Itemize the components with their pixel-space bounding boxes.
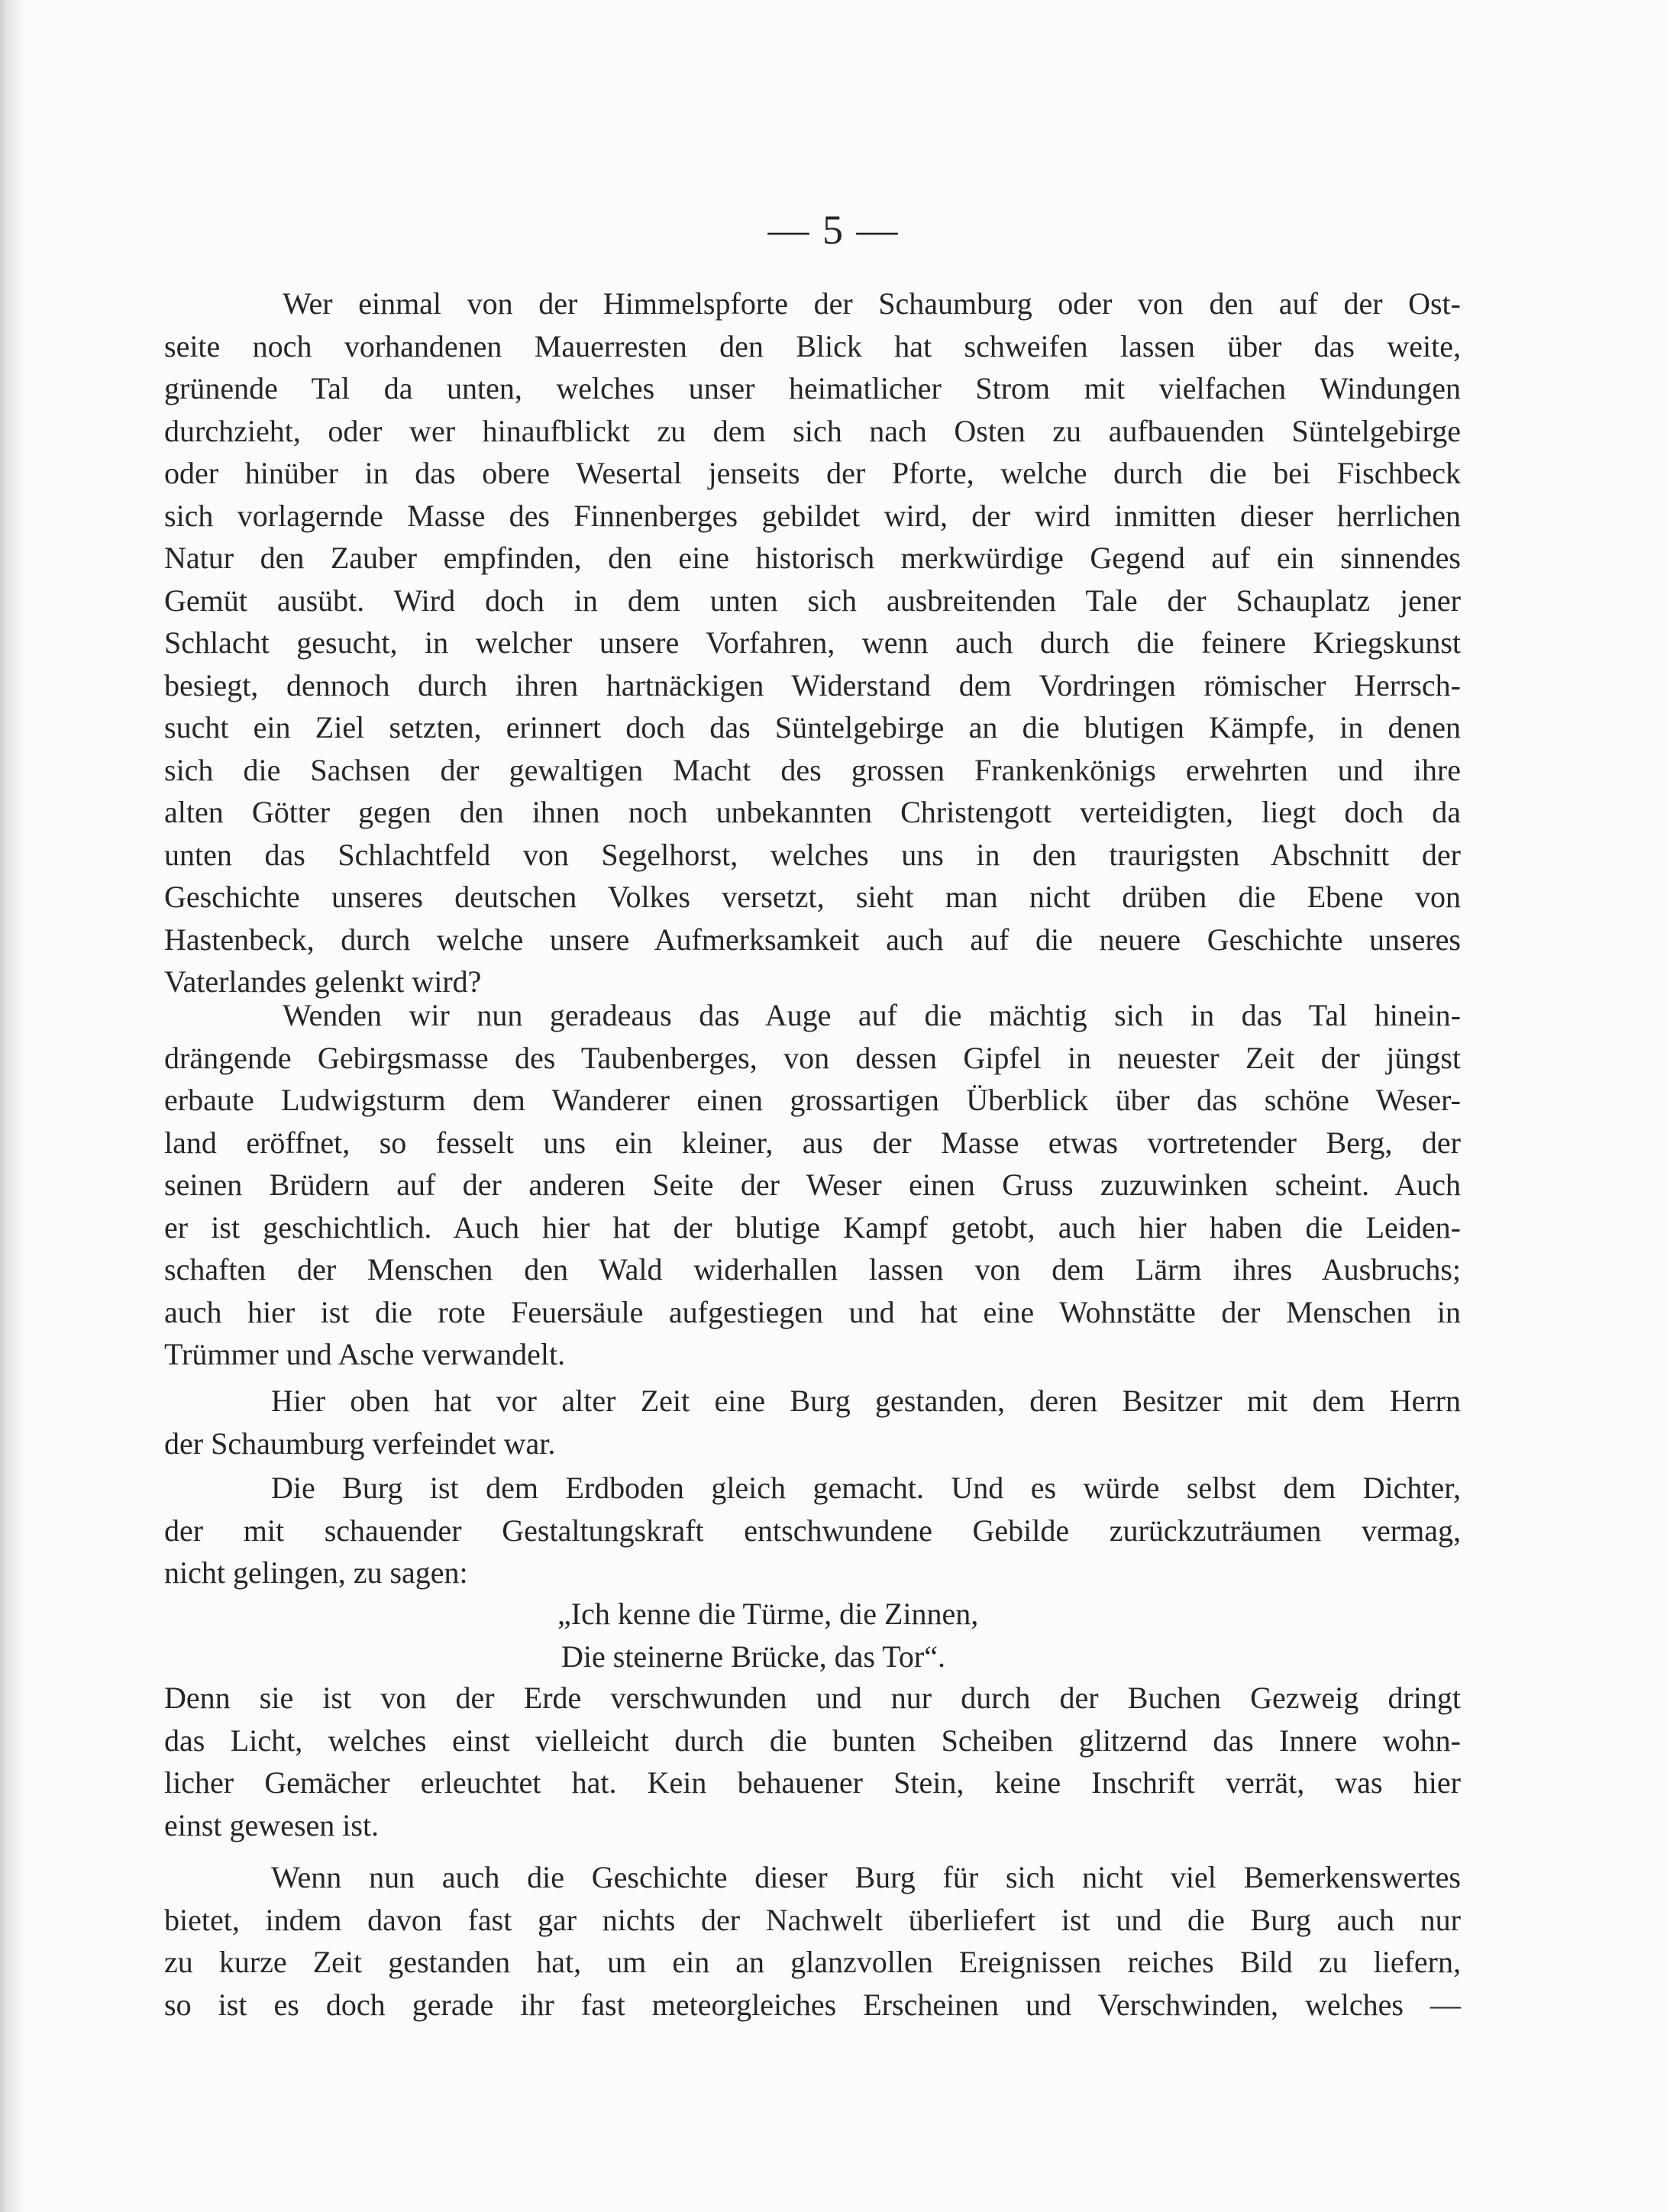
text-line: Geschichte unseres deutschen Volkes versetzt, sieht man nicht drüben die Ebene von (164, 880, 1461, 914)
text-line: erbaute Ludwigsturm dem Wanderer einen grossartigen Überblick über das schöne Weser- (164, 1083, 1461, 1117)
text-line: auch hier ist die rote Feuersäule aufgestiegen und hat eine Wohnstätte der Menschen in (164, 1294, 1461, 1329)
text-line: besiegt, dennoch durch ihren hartnäckigen Widerstand dem Vordringen römischer Herrsch- (164, 667, 1461, 702)
text-line: Wer einmal von der Himmelspforte der Schaumburg oder von den auf der Ost- (283, 286, 1461, 321)
paragraph-3 (164, 1380, 1461, 1464)
page-number: — 5 — (767, 207, 900, 253)
text-line: licher Gemächer erleuchtet hat. Kein behauener Stein, keine Inschrift verrät, was hier (164, 1765, 1461, 1800)
text-line: Denn sie ist von der Erde verschwunden und nur durch der Buchen Gezweig dringt (164, 1681, 1461, 1715)
text-line: der mit schauender Gestaltungskraft entschwundene Gebilde zurückzuträumen vermag, (164, 1513, 1461, 1548)
paragraph-2 (164, 994, 1461, 1376)
text-line: Wenden wir nun geradeaus das Auge auf die mächtig sich in das Tal hinein- (283, 998, 1461, 1032)
text-line: seinen Brüdern auf der anderen Seite der Weser einen Gruss zuzuwinken scheint. Auch (164, 1167, 1461, 1202)
text-line: schaften der Menschen den Wald widerhallen lassen von dem Lärm ihres Ausbruchs; (164, 1252, 1461, 1287)
paragraph-6 (164, 1856, 1461, 2026)
text-line: Schlacht gesucht, in welcher unsere Vorfahren, wenn auch durch die feinere Kriegskunst (164, 625, 1461, 660)
text-line: Vaterlandes gelenkt wird? (164, 964, 482, 999)
text-line: Trümmer und Asche verwandelt. (164, 1337, 566, 1371)
text-line: sich die Sachsen der gewaltigen Macht des grossen Frankenkönigs erwehrten und ihre (164, 752, 1461, 787)
text-line: drängende Gebirgsmasse des Taubenberges, von dessen Gipfel in neuester Zeit der jüngst (164, 1040, 1461, 1075)
text-line: unten das Schlachtfeld von Segelhorst, welches uns in den traurigsten Abschnitt der (164, 837, 1461, 872)
text-line: sich vorlagernde Masse des Finnenberges gebildet wird, der wird inmitten dieser herrlichen (164, 498, 1461, 533)
text-line: nicht gelingen, zu sagen: (164, 1555, 468, 1590)
text-line: Hastenbeck, durch welche unsere Aufmerksamkeit auch auf die neuere Geschichte unseres (164, 922, 1461, 957)
text-line: alten Götter gegen den ihnen noch unbekannten Christengott verteidigten, liegt doch da (164, 795, 1461, 829)
text-line: Natur den Zauber empfinden, den eine historisch merkwürdige Gegend auf ein sinnendes (164, 541, 1461, 575)
text-line: Wenn nun auch die Geschichte dieser Burg für sich nicht viel Bemerkenswertes (271, 1860, 1461, 1894)
text-line: zu kurze Zeit gestanden hat, um ein an glanzvollen Ereignissen reiches Bild zu liefern, (164, 1945, 1461, 1979)
text-line: sucht ein Ziel setzten, erinnert doch das Süntelgebirge an die blutigen Kämpfe, in denen (164, 710, 1461, 744)
verse-quotation (164, 1593, 1461, 1678)
text-line: durchzieht, oder wer hinaufblickt zu dem sich nach Osten zu aufbauenden Süntelgebirge (164, 413, 1461, 448)
paragraph-1 (164, 283, 1461, 1003)
verse-line: Die steinerne Brücke, das Tor“. (561, 1639, 945, 1674)
text-line: oder hinüber in das obere Wesertal jenseits der Pforte, welche durch die bei Fischbeck (164, 456, 1461, 490)
text-line: seite noch vorhandenen Mauerresten den Blick hat schweifen lassen über das weite, (164, 328, 1461, 363)
verse-line: „Ich kenne die Türme, die Zinnen, (557, 1597, 979, 1631)
text-line: der Schaumburg verfeindet war. (164, 1426, 556, 1461)
text-line: so ist es doch gerade ihr fast meteorgleiches Erscheinen und Verschwinden, welches — (164, 1987, 1461, 2022)
paragraph-4 (164, 1467, 1461, 1594)
text-line: er ist geschichtlich. Auch hier hat der blutige Kampf getobt, auch hier haben die Leiden- (164, 1209, 1461, 1245)
text-line: Die Burg ist dem Erdboden gleich gemacht. Und es würde selbst dem Dichter, (271, 1471, 1461, 1505)
text-line: Gemüt ausübt. Wird doch in dem unten sich ausbreitenden Tale der Schauplatz jener (164, 583, 1461, 618)
text-line: bietet, indem davon fast gar nichts der Nachwelt überliefert ist und die Burg auch nur (164, 1902, 1461, 1937)
text-line: einst gewesen ist. (164, 1807, 380, 1842)
page-edge-shadow (0, 0, 23, 2212)
text-line: land eröffnet, so fesselt uns ein kleiner, aus der Masse etwas vortretender Berg, der (164, 1125, 1461, 1160)
text-line: grünende Tal da unten, welches unser heimatlicher Strom mit vielfachen Windungen (164, 371, 1461, 405)
text-line: das Licht, welches einst vielleicht durch die bunten Scheiben glitzernd das Innere wohn- (164, 1723, 1461, 1758)
text-line: Hier oben hat vor alter Zeit eine Burg gestanden, deren Besitzer mit dem Herrn (271, 1384, 1461, 1418)
paragraph-5 (164, 1677, 1461, 1846)
